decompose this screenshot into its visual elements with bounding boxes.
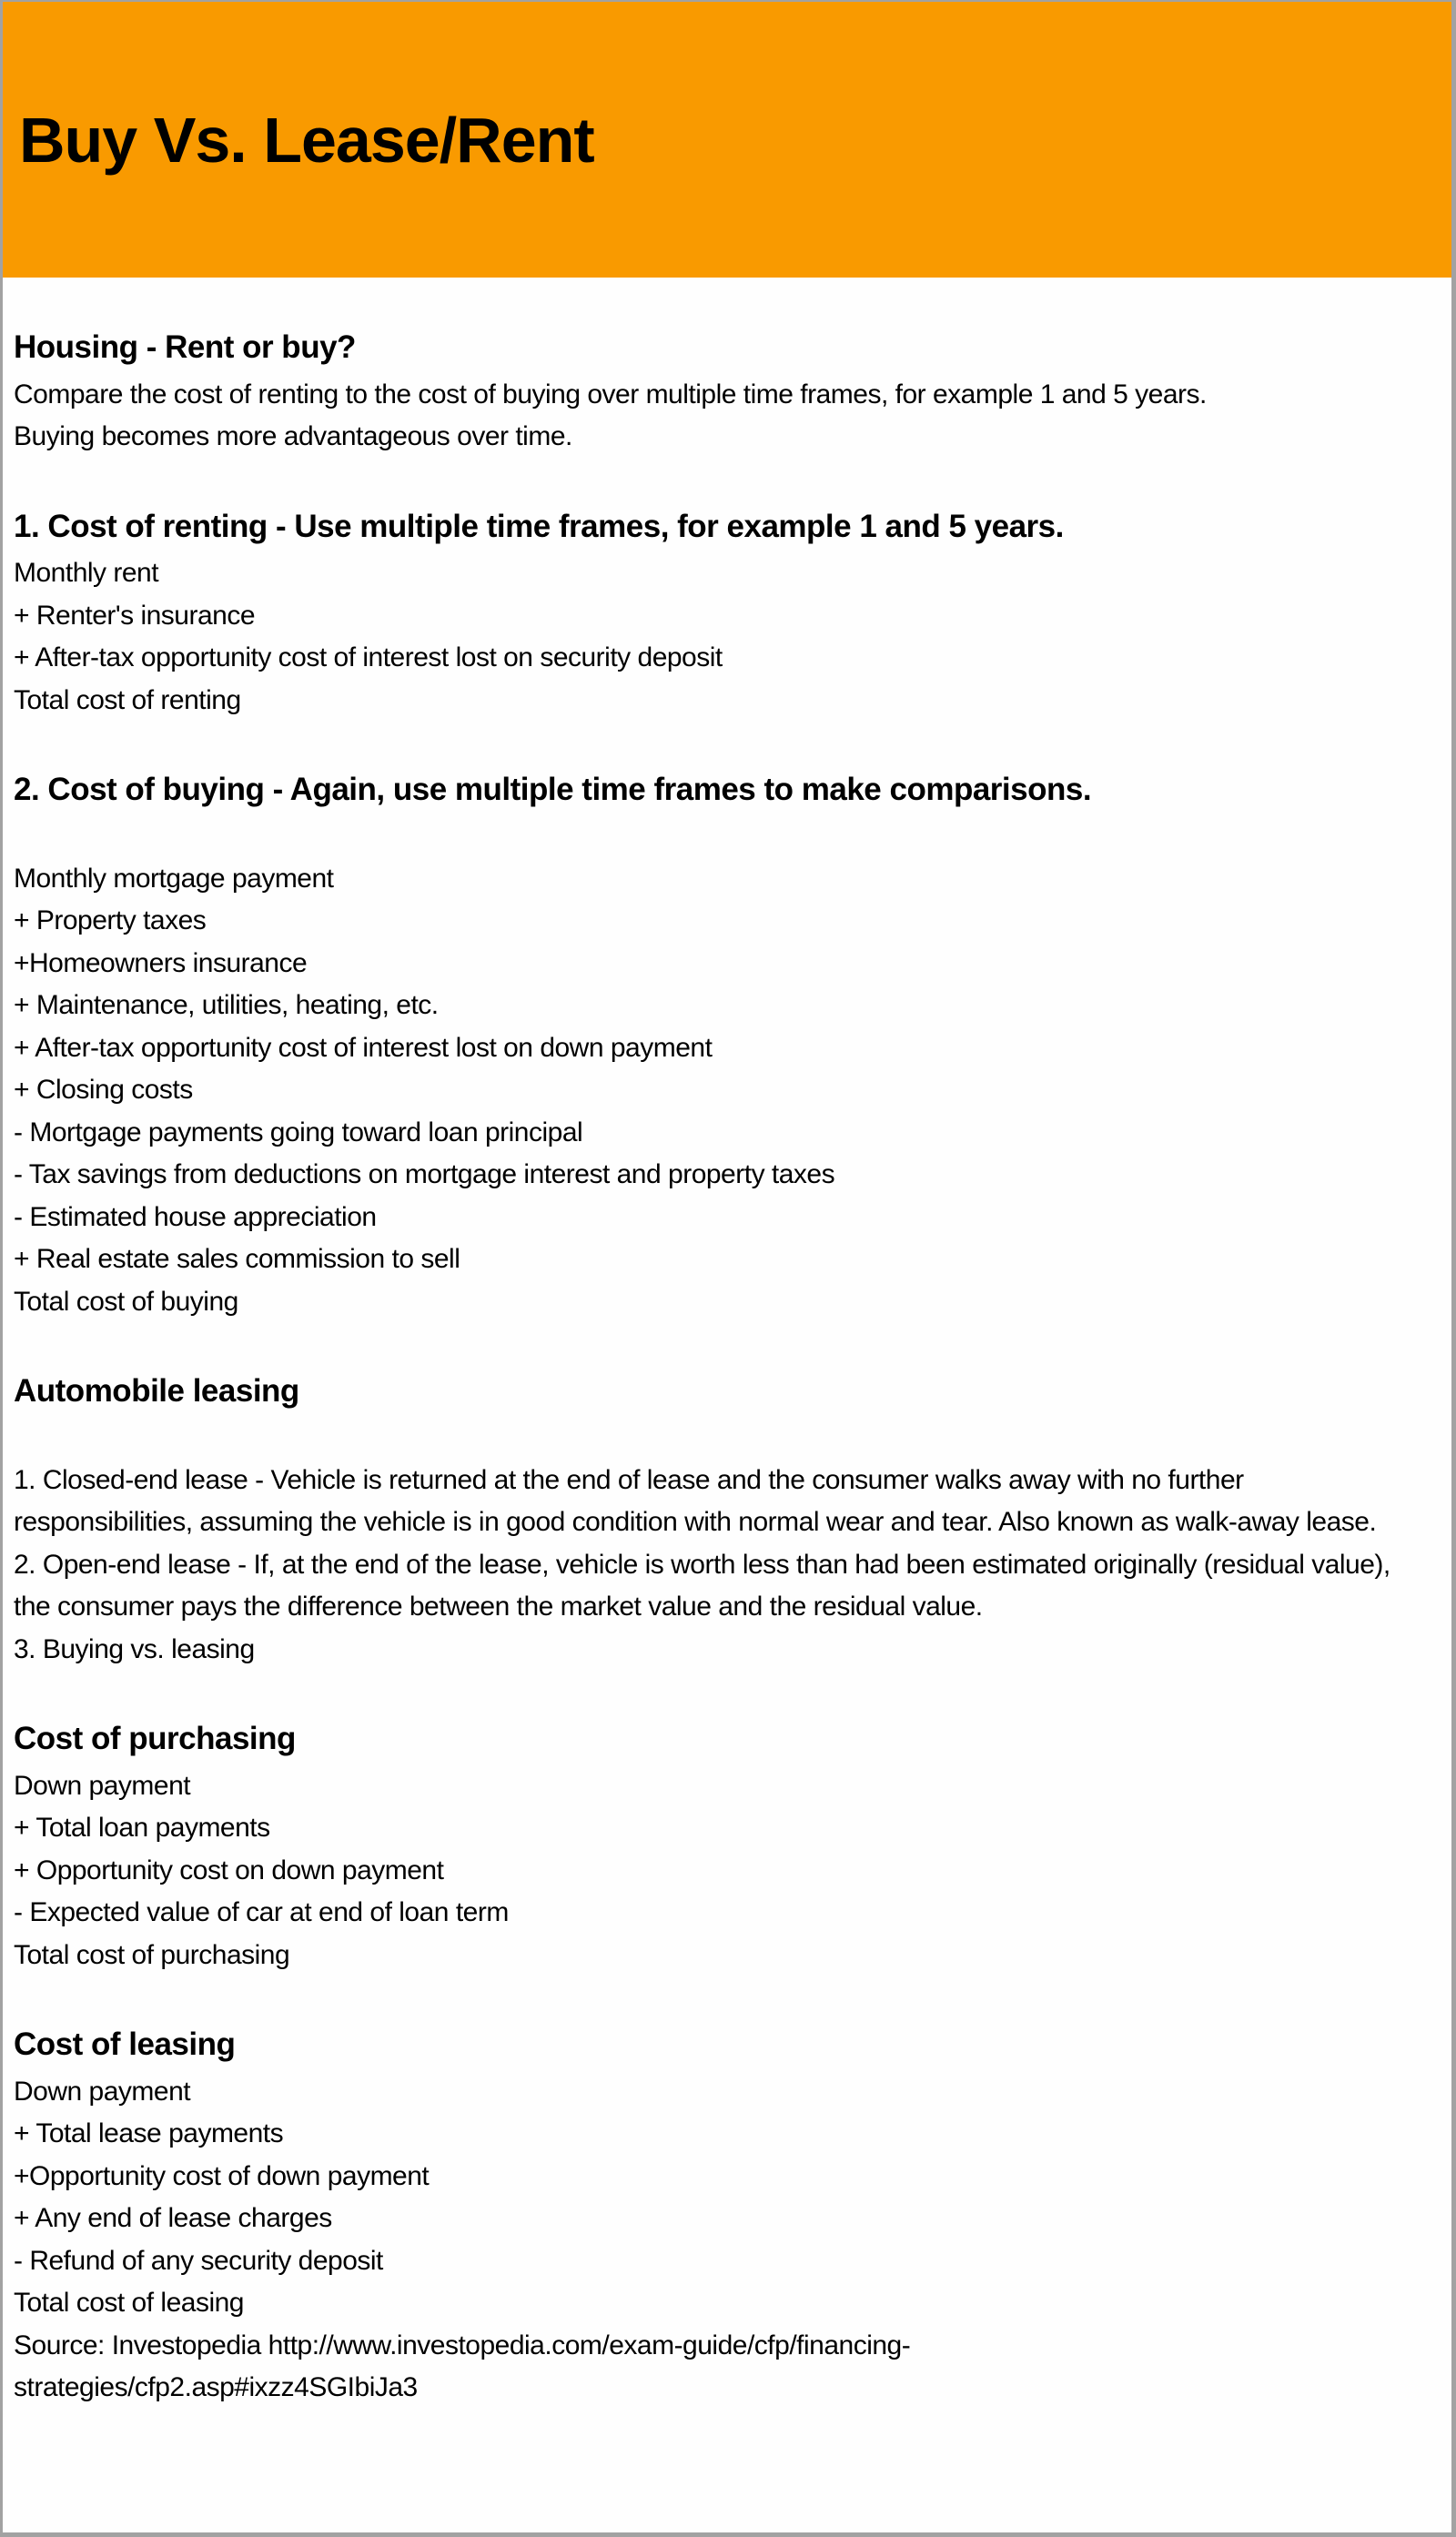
renting-line: + After-tax opportunity cost of interest lost on security deposit [14,642,723,672]
buying-line: + Property taxes [14,905,207,935]
buying-heading: 2. Cost of buying - Again, use multiple time frames to make comparisons. [14,772,1092,807]
buying-line: + Closing costs [14,1075,193,1105]
housing-paragraph-line: Buying becomes more advantageous over time. [14,421,572,451]
buying-line: +Homeowners insurance [14,947,308,978]
buying-line: - Mortgage payments going toward loan principal [14,1117,583,1147]
buying-line: Monthly mortgage payment [14,863,334,894]
automobile-item: 3. Buying vs. leasing [14,1633,255,1664]
housing-heading: Housing - Rent or buy? [14,329,356,365]
buying-line: - Tax savings from deductions on mortgage interest and property taxes [14,1159,835,1189]
purchasing-line: + Opportunity cost on down payment [14,1855,444,1885]
slide-header [3,2,1451,278]
purchasing-line: - Expected value of car at end of loan term [14,1897,509,1927]
content-area [3,278,1451,2410]
leasing-line: Down payment [14,2076,191,2107]
buying-line: + Maintenance, utilities, heating, etc. [14,990,439,1020]
source-citation: Source: Investopedia http://www.investopedia.com/exam-guide/cfp/financing-strategies/cfp2.asp#ixzz4SGIbiJa3 [14,2330,911,2402]
section-cost-of-leasing [14,2024,1424,2325]
renting-heading: 1. Cost of renting - Use multiple time frames, for example 1 and 5 years. [14,508,1064,544]
leasing-line: - Refund of any security deposit [14,2245,383,2276]
automobile-heading: Automobile leasing [14,1373,299,1409]
section-housing [14,327,1424,459]
buying-line: - Estimated house appreciation [14,1201,377,1232]
renting-line: Total cost of renting [14,684,241,715]
renting-line: + Renter's insurance [14,600,256,631]
leasing-line: Total cost of leasing [14,2288,244,2318]
buying-line: + After-tax opportunity cost of interest lost on down payment [14,1032,713,1063]
leasing-line: +Opportunity cost of down payment [14,2160,430,2191]
section-cost-of-renting [14,506,1424,723]
leasing-heading: Cost of leasing [14,2027,236,2062]
buying-line: Total cost of buying [14,1286,238,1317]
automobile-item: 1. Closed-end lease - Vehicle is returned at the end of lease and the consumer walks away with no further responsibilities, assuming the vehicle is in good condition with normal wear and tear. Also known as walk-away lease. [14,1464,1377,1537]
automobile-item: 2. Open-end lease - If, at the end of the lease, vehicle is worth less than had been estimated originally (residual value), the consumer pays the difference between the market value and the residual value. [14,1549,1390,1622]
housing-paragraph-line: Compare the cost of renting to the cost of buying over multiple time frames, for example 1 and 5 years. [14,379,1207,409]
section-automobile-leasing [14,1370,1424,1671]
purchasing-heading: Cost of purchasing [14,1721,296,1756]
leasing-line: + Any end of lease charges [14,2203,332,2233]
section-cost-of-purchasing [14,1718,1424,1976]
renting-line: Monthly rent [14,558,159,588]
purchasing-line: Total cost of purchasing [14,1939,290,1970]
leasing-line: + Total lease payments [14,2118,284,2148]
purchasing-line: + Total loan payments [14,1813,270,1843]
buying-line: + Real estate sales commission to sell [14,1244,460,1274]
section-cost-of-buying [14,769,1424,1323]
purchasing-line: Down payment [14,1770,191,1801]
page-title: Buy Vs. Lease/Rent [19,104,594,176]
